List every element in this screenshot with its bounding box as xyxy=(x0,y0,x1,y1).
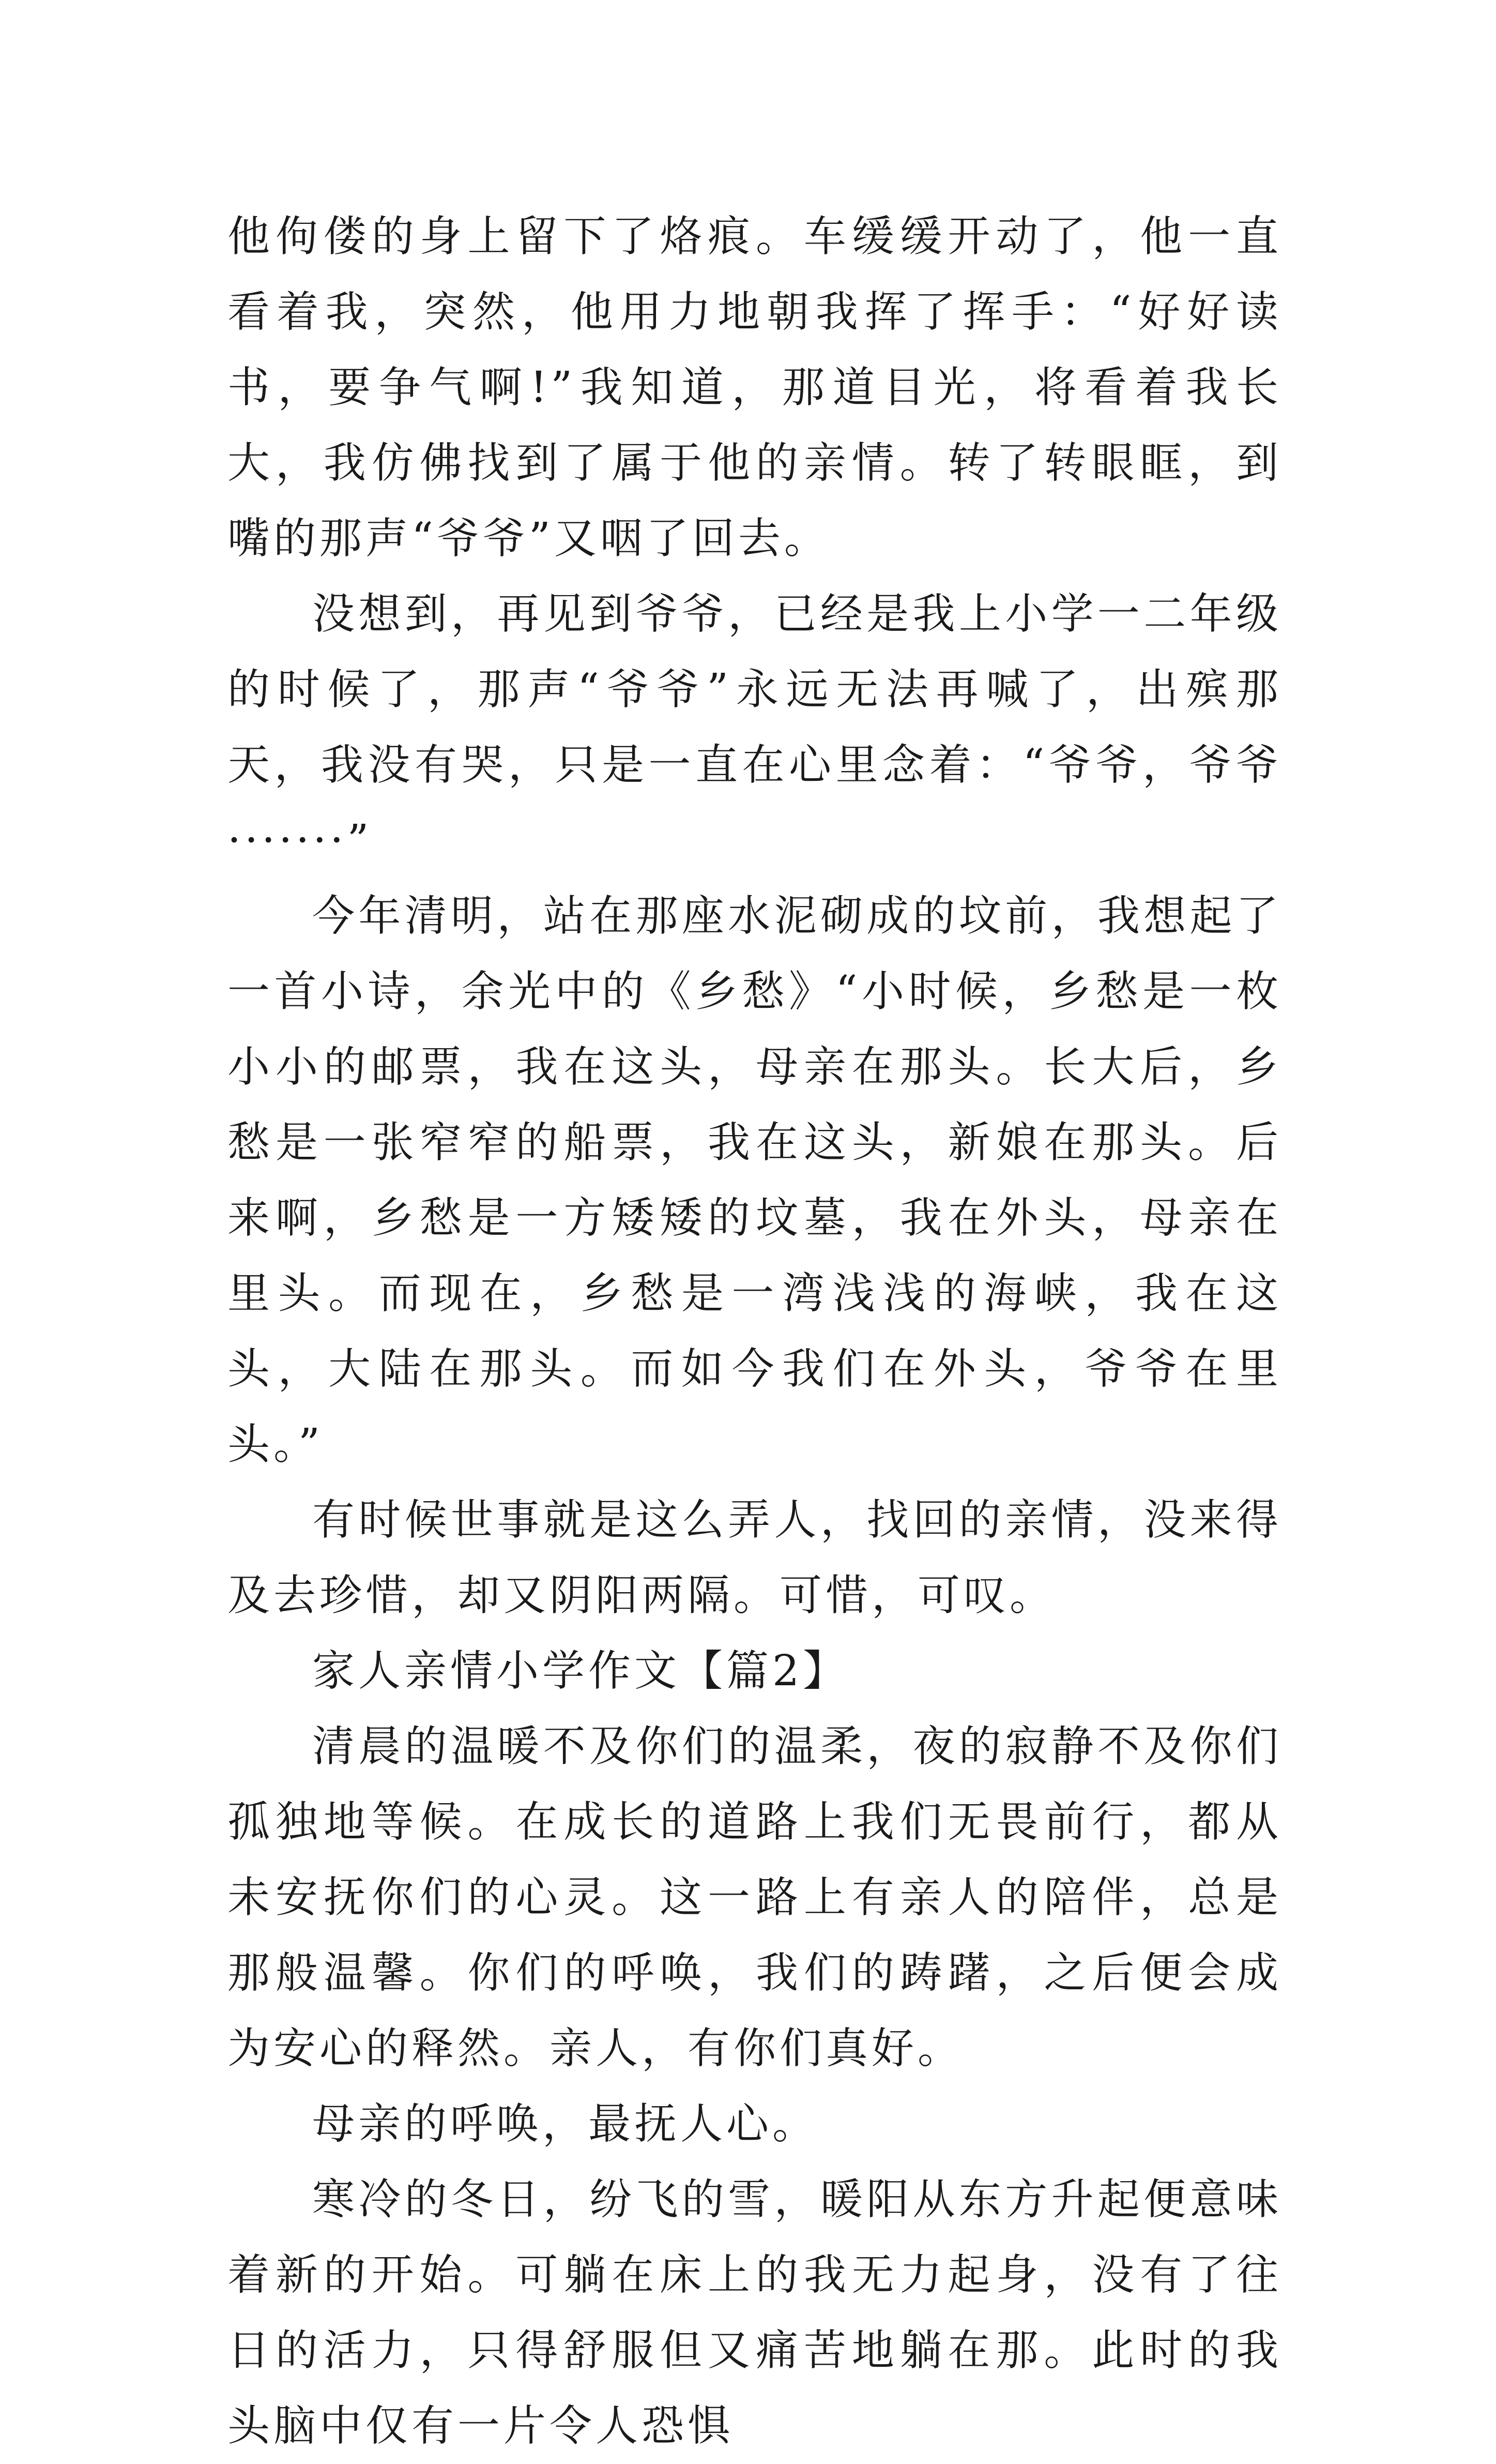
paragraph-nostalgia-poem: 今年清明，站在那座水泥砌成的坟前，我想起了一首小诗，余光中的《乡愁》“小时候，乡愁是一枚小小的邮票，我在这头，母亲在那头。长大后，乡愁是一张窄窄的船票，我在这头，新娘在那头。后来啊，乡愁是一方矮矮的坟墓，我在外头，母亲在里头。而现在，乡愁是一湾浅浅的海峡，我在这头，大陆在那头。而如今我们在外头，爷爷在里头。” xyxy=(227,891,1282,1469)
paragraph-grandpa-funeral: 没想到，再见到爷爷，已经是我上小学一二年级的时候了，那声“爷爷”永远无法再喊了，出殡那天，我没有哭，只是一直在心里念着：“爷爷，爷爷·······” xyxy=(227,589,1282,865)
section-heading: 家人亲情小学作文【篇2】 xyxy=(312,1646,849,1696)
paragraph-regret: 有时候世事就是这么弄人，找回的亲情，没来得及去珍惜，却又阴阳两隔。可惜，可叹。 xyxy=(227,1495,1282,1620)
paragraph-family-intro: 清晨的温暖不及你们的温柔，夜的寂静不及你们孤独地等候。在成长的道路上我们无畏前行，都从未安抚你们的心灵。这一路上有亲人的陪伴，总是那般温馨。你们的呼唤，我们的踌躇，之后便会成为安心的释然。亲人，有你们真好。 xyxy=(227,1722,1282,2073)
paragraph-mother-call: 母亲的呼唤，最抚人心。 xyxy=(312,2099,819,2149)
document-body xyxy=(227,199,1282,2464)
paragraph-winter-day: 寒冷的冬日，纷飞的雪，暖阳从东方升起便意味着新的开始。可躺在床上的我无力起身，没有了往日的活力，只得舒服但又痛苦地躺在那。此时的我头脑中仅有一片令人恐惧 xyxy=(227,2175,1282,2451)
paragraph-continuation: 他佝偻的身上留下了烙痕。车缓缓开动了，他一直看着我，突然，他用力地朝我挥了挥手：“好好读书，要争气啊!”我知道，那道目光，将看着我长大，我仿佛找到了属于他的亲情。转了转眼眶，到嘴的那声“爷爷”又咽了回去。 xyxy=(227,212,1282,563)
